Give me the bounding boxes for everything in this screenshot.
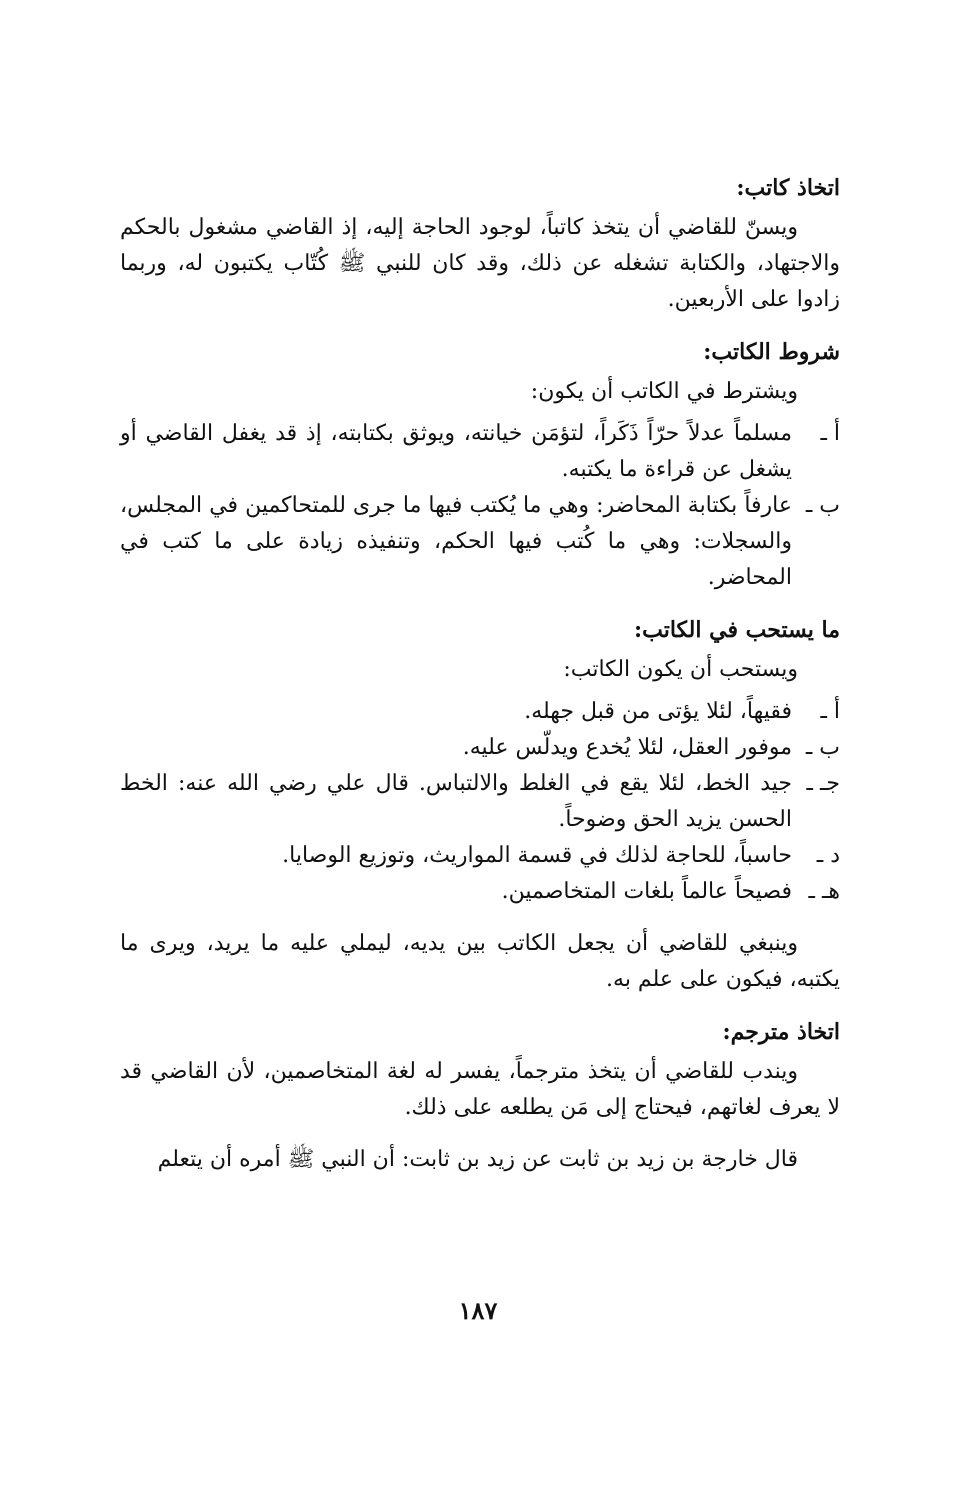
list-item-text: حاسباً، للحاجة لذلك في قسمة المواريث، وتوزيع الوصايا.: [282, 843, 792, 868]
section-heading: شروط الكاتب:: [703, 339, 840, 365]
list-marker: ب ـ: [805, 735, 840, 760]
list-marker: هـ ـ: [808, 879, 840, 904]
paragraph: قال خارجة بن زيد بن ثابت عن زيد بن ثابت: أن النبي ﷺ أمره أن يتعلم: [157, 1147, 798, 1172]
list-marker: ب ـ: [805, 493, 840, 518]
list-item-text: جيد الخط، لئلا يقع في الغلط والالتباس. قال علي رضي الله عنه: الخط الحسن يزيد الحق وضوحاً.: [120, 771, 792, 832]
list-item: [120, 766, 840, 838]
conditions-list: [120, 416, 840, 596]
list-marker: د ـ: [816, 843, 840, 868]
page-number: ١٨٧: [458, 1296, 498, 1325]
list-item: [120, 416, 840, 488]
section-hiring-scribe: [120, 170, 840, 318]
section-intro: ويستحب أن يكون الكاتب:: [563, 657, 798, 682]
section-heading: اتخاذ كاتب:: [736, 175, 840, 201]
paragraph: ويسنّ للقاضي أن يتخذ كاتباً، لوجود الحاجة إليه، إذ القاضي مشغول بالحكم والاجتهاد، والكتابة تشغله عن ذلك، وقد كان للنبي ﷺ كُتّاب يكتبون له، وربما زادوا على الأربعين.: [120, 215, 840, 312]
section-hiring-translator: [120, 1014, 840, 1178]
closing-paragraph: وينبغي للقاضي أن يجعل الكاتب بين يديه، ليملي عليه ما يريد، ويرى ما يكتبه، فيكون على علم به.: [120, 931, 840, 992]
section-heading: اتخاذ مترجم:: [722, 1019, 840, 1045]
section-heading: ما يستحب في الكاتب:: [633, 617, 840, 643]
list-marker: أ ـ: [820, 421, 840, 446]
section-scribe-conditions: [120, 334, 840, 596]
list-item-text: موفور العقل، لئلا يُخدع ويدلّس عليه.: [462, 735, 792, 760]
list-item: [120, 730, 840, 766]
preferred-list: [120, 694, 840, 910]
section-intro: ويشترط في الكاتب أن يكون:: [530, 379, 798, 404]
section-scribe-preferred: [120, 612, 840, 998]
list-item: [120, 694, 840, 730]
list-item-text: فقيهاً، لئلا يؤتى من قبل جهله.: [524, 699, 792, 724]
list-item-text: عارفاً بكتابة المحاضر: وهي ما يُكتب فيها ما جرى للمتحاكمين في المجلس، والسجلات: وهي ما كُتب فيها الحكم، وتنفيذه زيادة على ما كتب في المحاضر.: [120, 493, 792, 590]
list-marker: جـ ـ: [806, 771, 840, 796]
list-item: [120, 488, 840, 596]
paragraph: ويندب للقاضي أن يتخذ مترجماً، يفسر له لغة المتخاصمين، لأن القاضي قد لا يعرف لغاتهم، فيحتاج إلى مَن يطلعه على ذلك.: [120, 1059, 840, 1120]
list-marker: أ ـ: [820, 699, 840, 724]
list-item: [120, 838, 840, 874]
page-body: [120, 170, 840, 1194]
list-item-text: فصيحاً عالماً بلغات المتخاصمين.: [501, 879, 792, 904]
list-item: [120, 874, 840, 910]
list-item-text: مسلماً عدلاً حرّاً ذَكَراً، لتؤمَن خيانته، ويوثق بكتابته، إذ قد يغفل القاضي أو يشغل عن قراءة ما يكتبه.: [120, 421, 792, 482]
